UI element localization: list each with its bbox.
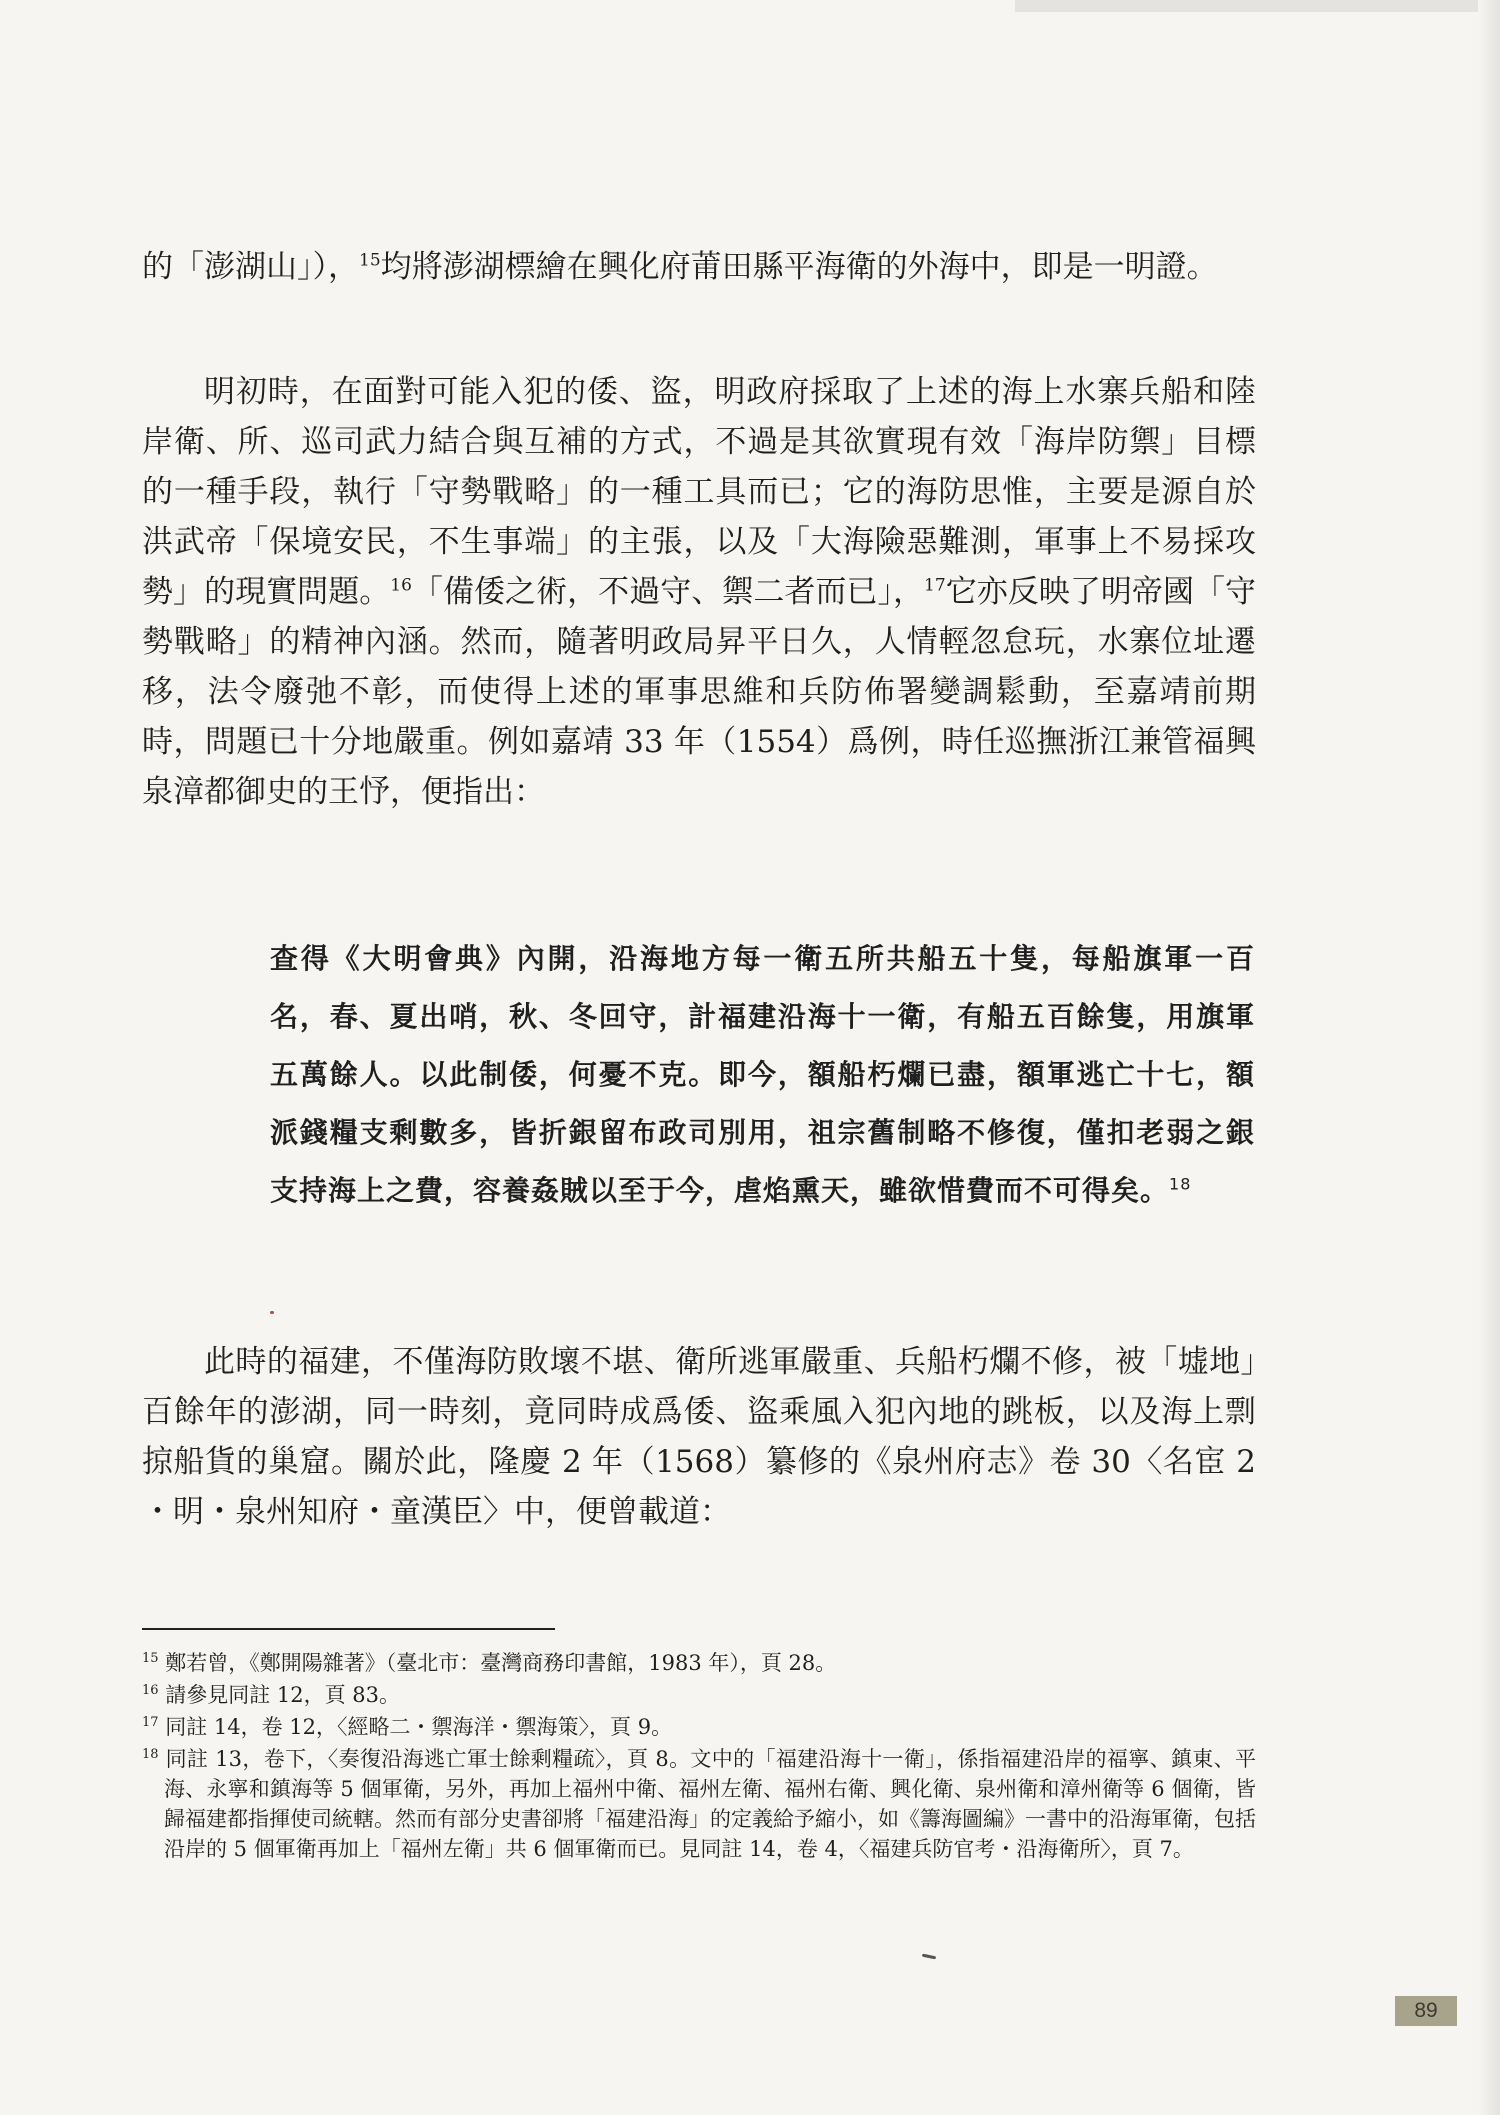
footnote-18 xyxy=(142,1744,1256,1864)
footnote-16 xyxy=(142,1680,1256,1710)
footnote-separator xyxy=(142,1628,555,1630)
scan-speck xyxy=(270,1311,274,1314)
footnote-text: 同註 14，卷 12，〈經略二・禦海洋・禦海策〉，頁 9。 xyxy=(165,1715,673,1739)
block-quote-wang-yu xyxy=(270,930,1255,1220)
footnote-text: 請參見同註 12，頁 83。 xyxy=(165,1683,401,1707)
page-number: 89 xyxy=(1395,1996,1457,2026)
footnote-text: 鄭若曾，《鄭開陽雜著》（臺北市：臺灣商務印書館，1983 年），頁 28。 xyxy=(165,1651,837,1675)
footnote-ref: 18 xyxy=(1169,1174,1192,1194)
text-run: 均將澎湖標繪在興化府莆田縣平海衛的外海中，即是一明證。 xyxy=(380,249,1218,285)
footnote-ref: 15 xyxy=(359,250,381,271)
footnote-number: 17 xyxy=(142,1715,159,1730)
paragraph-penghu-springboard xyxy=(142,1337,1256,1537)
footnotes xyxy=(142,1648,1256,1866)
footnote-ref: 16 xyxy=(390,575,412,596)
footnote-17 xyxy=(142,1712,1256,1742)
text-run: 它亦反映了明帝國「守勢戰略」的精神內涵。然而，隨著明政局昇平日久，人情輕忽怠玩，水寨位址遷移，法令廢弛不彰，而使得上述的軍事思維和兵防佈署變調鬆動，至嘉靖前期時，問題已十分地嚴重。例如嘉靖 33 年（1554）爲例，時任巡撫浙江兼管福興泉漳都御史的王忬，便指出： xyxy=(142,574,1257,810)
scan-edge xyxy=(1015,0,1500,12)
paragraph-continuation xyxy=(142,242,1256,292)
page-edge-shadow xyxy=(1478,0,1500,2115)
text-run: 查得《大明會典》內開，沿海地方每一衛五所共船五十隻，每船旗軍一百名，春、夏出哨，秋、冬回守，計福建沿海十一衛，有船五百餘隻，用旗軍五萬餘人。以此制倭，何憂不克。即今，額船朽爛已盡，額軍逃亡十七，額派錢糧支剩數多，皆折銀留布政司別用，祖宗舊制略不修復，僅扣老弱之銀支持海上之費，容養姦賊以至于今，虐焰熏天，雖欲惜費而不可得矣。 xyxy=(270,942,1255,1207)
footnote-number: 16 xyxy=(142,1683,159,1698)
text-run: 「備倭之術，不過守、禦二者而已」， xyxy=(411,574,925,610)
footnote-number: 18 xyxy=(142,1747,159,1762)
footnote-15 xyxy=(142,1648,1256,1678)
text-run: 明初時，在面對可能入犯的倭、盜，明政府採取了上述的海上水寨兵船和陸岸衛、所、巡司武力結合與互補的方式，不過是其欲實現有效「海岸防禦」目標的一種手段，執行「守勢戰略」的一種工具而已；它的海防思惟，主要是源自於洪武帝「保境安民，不生事端」的主張，以及「大海險惡難測，軍事上不易採攻勢」的現實問題。 xyxy=(142,374,1256,610)
footnote-number: 15 xyxy=(142,1651,159,1666)
paragraph-ming-coastal-defense xyxy=(142,367,1256,817)
text-run: 的「澎湖山」）， xyxy=(142,249,359,285)
footnote-text: 同註 13，卷下，〈奏復沿海逃亡軍士餘剩糧疏〉，頁 8。文中的「福建沿海十一衛」，係指福建沿岸的福寧、鎮東、平海、永寧和鎮海等 5 個軍衛，另外，再加上福州中衛、福州左衛、福州右衛、興化衛、泉州衛和漳州衛等 6 個衛，皆歸福建都指揮使司統轄。然而有部分史書卻將「福建沿海」的定義給予縮小，如《籌海圖編》一書中的沿海軍衛，包括沿岸的 5 個軍衛再加上「福州左衛」共 6 個軍衛而已。見同註 14，卷 4，〈福建兵防官考・沿海衛所〉，頁 7。 xyxy=(164,1747,1256,1861)
scan-mark xyxy=(922,1954,936,1960)
footnote-ref: 17 xyxy=(924,575,946,596)
text-run: 此時的福建，不僅海防敗壞不堪、衛所逃軍嚴重、兵船朽爛不修，被「墟地」百餘年的澎湖，同一時刻，竟同時成爲倭、盜乘風入犯內地的跳板，以及海上剽掠船貨的巢窟。關於此，隆慶 2 年（1568）纂修的《泉州府志》卷 30〈名宦 2 ・明・泉州知府・童漢臣〉中，便曾載道： xyxy=(142,1344,1256,1530)
